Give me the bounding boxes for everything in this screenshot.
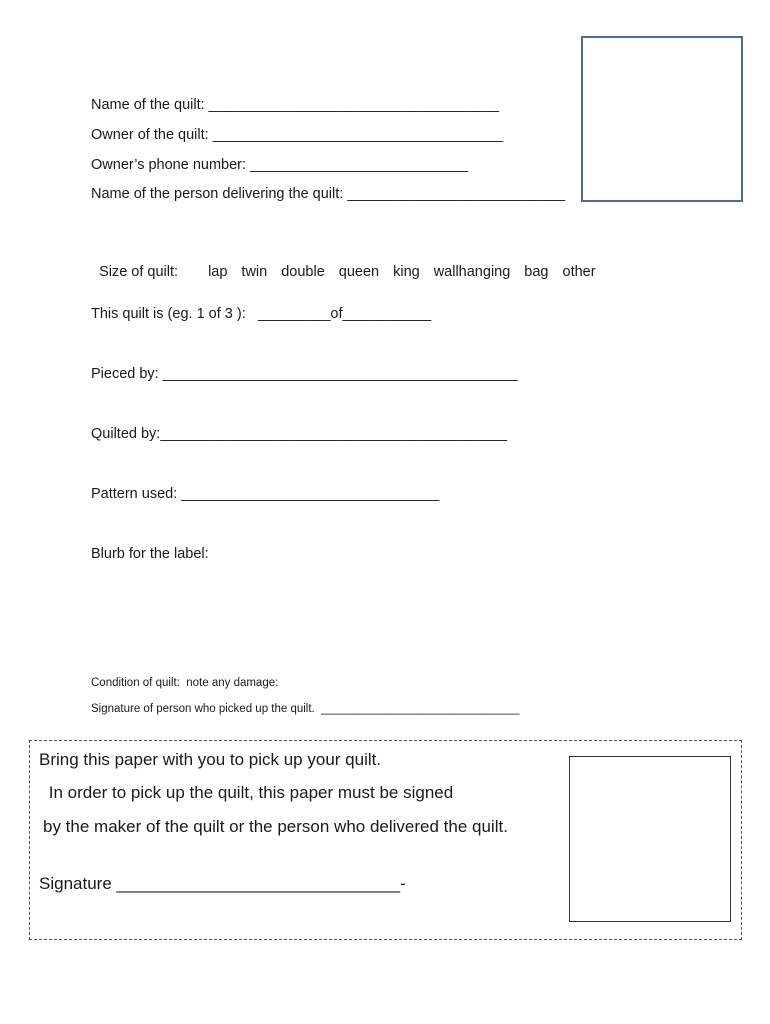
size-option-lap[interactable]: lap — [208, 264, 228, 280]
size-option-double[interactable]: double — [281, 264, 325, 280]
size-options — [178, 264, 596, 280]
size-option-bag[interactable]: bag — [524, 264, 549, 280]
pickup-signature-field[interactable]: Signature ______________________________- — [39, 874, 406, 893]
deliverer-name-field[interactable]: Name of the person delivering the quilt: ___________________________ — [91, 186, 566, 202]
pieced-by-field[interactable]: Pieced by: ____________________________________________ — [91, 366, 518, 382]
pickup-instruction-3: by the maker of the quilt or the person who delivered the quilt. — [43, 817, 508, 836]
pattern-used-field[interactable]: Pattern used: ________________________________ — [91, 486, 440, 502]
owner-phone-field[interactable]: Owner’s phone number: ___________________________ — [91, 157, 468, 173]
signature-box[interactable] — [569, 756, 731, 922]
size-row — [91, 245, 596, 281]
size-option-queen[interactable]: queen — [338, 264, 380, 280]
size-option-wallhanging[interactable]: wallhanging — [433, 264, 511, 280]
pickup-instruction-1: Bring this paper with you to pick up your quilt. — [39, 750, 382, 769]
picked-up-signature-field[interactable]: Signature of person who picked up the quilt. _______________________________ — [91, 703, 520, 715]
quilt-count-field[interactable]: This quilt is (eg. 1 of 3 ): _________of___________ — [91, 306, 432, 322]
quilted-by-field[interactable]: Quilted by:___________________________________________ — [91, 426, 508, 442]
quilt-name-field[interactable]: Name of the quilt: ____________________________________ — [91, 97, 499, 113]
size-label: Size of quilt: — [99, 264, 179, 280]
size-option-king[interactable]: king — [393, 264, 420, 280]
size-option-twin[interactable]: twin — [241, 264, 268, 280]
pickup-instruction-2: In order to pick up the quilt, this paper must be signed — [44, 783, 454, 802]
blurb-label: Blurb for the label: — [91, 546, 209, 562]
condition-label: Condition of quilt: note any damage: — [91, 677, 279, 689]
size-option-other[interactable]: other — [562, 264, 596, 280]
owner-name-field[interactable]: Owner of the quilt: ____________________________________ — [91, 127, 504, 143]
photo-box — [581, 36, 743, 202]
